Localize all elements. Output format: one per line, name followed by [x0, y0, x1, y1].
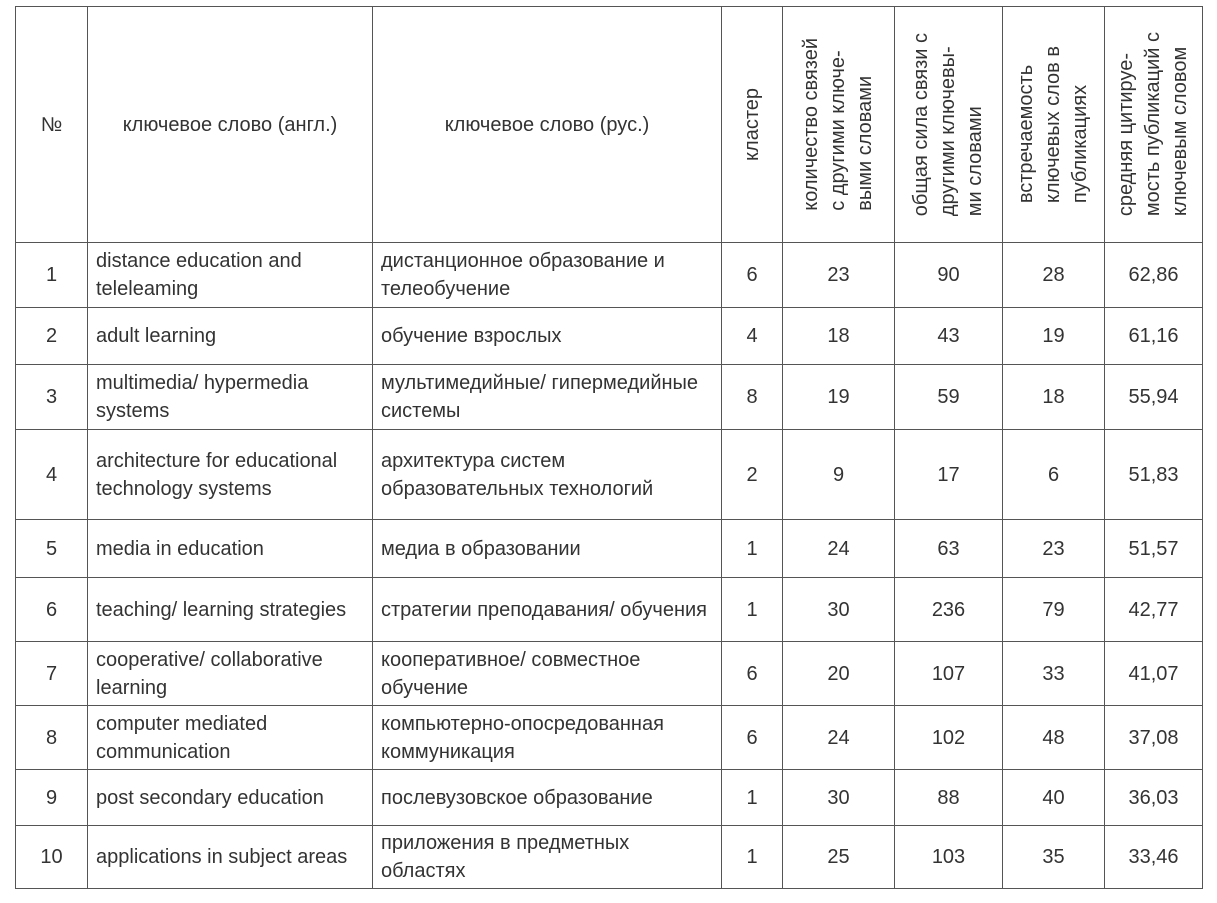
cell-occurrence: 48 — [1003, 706, 1105, 770]
cell-strength: 107 — [895, 642, 1003, 706]
cell-cluster: 6 — [722, 642, 783, 706]
cell-keyword-en: teaching/ learning strategies — [88, 578, 373, 642]
cell-cluster: 1 — [722, 520, 783, 578]
cell-strength: 17 — [895, 430, 1003, 520]
cell-num: 1 — [16, 243, 88, 308]
table-row — [16, 365, 1203, 430]
cell-num: 5 — [16, 520, 88, 578]
cell-links: 23 — [783, 243, 895, 308]
cell-num: 8 — [16, 706, 88, 770]
cell-occurrence: 23 — [1003, 520, 1105, 578]
table-row — [16, 826, 1203, 889]
cell-strength: 102 — [895, 706, 1003, 770]
header-occurrence — [1003, 7, 1105, 243]
cell-keyword-en: adult learning — [88, 308, 373, 365]
cell-occurrence: 19 — [1003, 308, 1105, 365]
header-keyword-ru: ключевое слово (рус.) — [373, 7, 722, 243]
cell-keyword-ru: послевузовское образование — [373, 770, 722, 826]
cell-keyword-ru: компьютерно-опосредованная коммуникация — [373, 706, 722, 770]
cell-links: 24 — [783, 706, 895, 770]
cell-links: 30 — [783, 770, 895, 826]
header-strength — [895, 7, 1003, 243]
cell-keyword-en: applications in subject areas — [88, 826, 373, 889]
cell-num: 3 — [16, 365, 88, 430]
header-num: № — [16, 7, 88, 243]
cell-num: 6 — [16, 578, 88, 642]
header-occurrence-label: встречаемость ключевых слов в публикациях — [1015, 45, 1091, 204]
cell-links: 25 — [783, 826, 895, 889]
cell-occurrence: 28 — [1003, 243, 1105, 308]
cell-keyword-ru: кооперативное/ совместное обучение — [373, 642, 722, 706]
cell-keyword-en: computer mediated communication — [88, 706, 373, 770]
cell-occurrence: 33 — [1003, 642, 1105, 706]
table-row — [16, 642, 1203, 706]
table-row — [16, 243, 1203, 308]
table-row — [16, 578, 1203, 642]
cell-occurrence: 18 — [1003, 365, 1105, 430]
cell-num: 2 — [16, 308, 88, 365]
cell-num: 10 — [16, 826, 88, 889]
cell-links: 9 — [783, 430, 895, 520]
header-cluster — [722, 7, 783, 243]
cell-strength: 43 — [895, 308, 1003, 365]
header-links-label: количество связей с другими ключе- выми словами — [800, 38, 876, 211]
cell-occurrence: 79 — [1003, 578, 1105, 642]
cell-citations: 62,86 — [1105, 243, 1203, 308]
cell-keyword-en: multimedia/ hypermedia systems — [88, 365, 373, 430]
header-links — [783, 7, 895, 243]
cell-keyword-ru: приложения в предметных областях — [373, 826, 722, 889]
cell-cluster: 1 — [722, 826, 783, 889]
cell-citations: 41,07 — [1105, 642, 1203, 706]
cell-citations: 37,08 — [1105, 706, 1203, 770]
table-row — [16, 520, 1203, 578]
cell-cluster: 8 — [722, 365, 783, 430]
cell-strength: 63 — [895, 520, 1003, 578]
header-cluster-label: кластер — [740, 88, 763, 161]
table-row — [16, 706, 1203, 770]
header-row — [16, 7, 1203, 243]
cell-links: 20 — [783, 642, 895, 706]
cell-citations: 51,57 — [1105, 520, 1203, 578]
cell-strength: 103 — [895, 826, 1003, 889]
cell-cluster: 2 — [722, 430, 783, 520]
cell-cluster: 6 — [722, 706, 783, 770]
cell-num: 4 — [16, 430, 88, 520]
cell-cluster: 6 — [722, 243, 783, 308]
cell-num: 9 — [16, 770, 88, 826]
table-row — [16, 770, 1203, 826]
cell-strength: 59 — [895, 365, 1003, 430]
cell-keyword-ru: обучение взрослых — [373, 308, 722, 365]
cell-citations: 36,03 — [1105, 770, 1203, 826]
cell-keyword-ru: медиа в образовании — [373, 520, 722, 578]
cell-keyword-ru: архитектура систем образовательных технологий — [373, 430, 722, 520]
header-keyword-en: ключевое слово (англ.) — [88, 7, 373, 243]
cell-occurrence: 6 — [1003, 430, 1105, 520]
cell-keyword-ru: стратегии преподавания/ обучения — [373, 578, 722, 642]
cell-citations: 51,83 — [1105, 430, 1203, 520]
cell-occurrence: 35 — [1003, 826, 1105, 889]
cell-links: 24 — [783, 520, 895, 578]
cell-citations: 42,77 — [1105, 578, 1203, 642]
cell-occurrence: 40 — [1003, 770, 1105, 826]
cell-citations: 33,46 — [1105, 826, 1203, 889]
header-citations-label: средняя цитируе- мость публикаций с ключевым словом — [1115, 32, 1191, 217]
cell-strength: 88 — [895, 770, 1003, 826]
header-strength-label: общая сила связи с другими ключевы- ми словами — [910, 32, 986, 217]
cell-keyword-en: cooperative/ collaborative learning — [88, 642, 373, 706]
cell-keyword-ru: мультимедийные/ гипермедийные системы — [373, 365, 722, 430]
cell-citations: 61,16 — [1105, 308, 1203, 365]
cell-keyword-ru: дистанционное образование и телеобучение — [373, 243, 722, 308]
cell-strength: 90 — [895, 243, 1003, 308]
cell-num: 7 — [16, 642, 88, 706]
keywords-table — [15, 6, 1203, 889]
table-row — [16, 430, 1203, 520]
cell-strength: 236 — [895, 578, 1003, 642]
cell-keyword-en: post secondary education — [88, 770, 373, 826]
cell-citations: 55,94 — [1105, 365, 1203, 430]
cell-cluster: 1 — [722, 578, 783, 642]
cell-links: 30 — [783, 578, 895, 642]
cell-cluster: 1 — [722, 770, 783, 826]
cell-keyword-en: distance education and teleleaming — [88, 243, 373, 308]
cell-keyword-en: media in education — [88, 520, 373, 578]
header-citations — [1105, 7, 1203, 243]
cell-links: 18 — [783, 308, 895, 365]
cell-links: 19 — [783, 365, 895, 430]
cell-keyword-en: architecture for educational technology systems — [88, 430, 373, 520]
table-row — [16, 308, 1203, 365]
cell-cluster: 4 — [722, 308, 783, 365]
